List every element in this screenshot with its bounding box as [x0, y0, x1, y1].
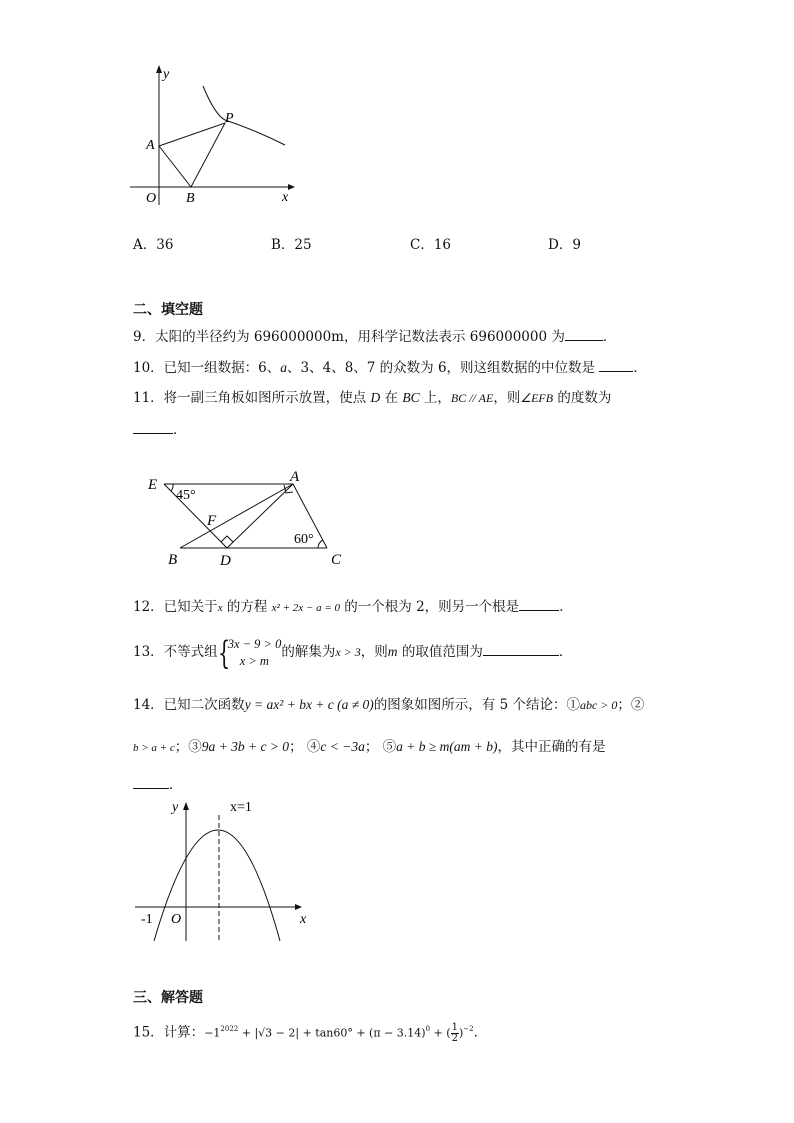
fig2-label-f: F — [207, 513, 217, 529]
section-3-heading: 三、解答题 — [133, 990, 203, 1006]
fig2-arc-e — [171, 484, 173, 491]
fig1-label-b: B — [186, 191, 195, 206]
fig1-label-a: A — [146, 138, 155, 153]
question-14-line-2: b > a + c；③9a + 3b + c > 0； ④c < −3a； ⑤a + b ≥ m(am + b)，其中正确的有是 — [133, 739, 606, 755]
fig1-hyperbola-curve — [203, 86, 285, 145]
fig1-label-y: y — [163, 67, 170, 82]
q14-answer-blank[interactable] — [133, 774, 169, 789]
fig1-y-arrow — [156, 65, 162, 73]
fig2-label-c: C — [331, 552, 342, 568]
question-11-answer-line: ． — [133, 419, 187, 440]
fig1-triangle-apb — [159, 123, 225, 187]
fig2-angle-60: 60° — [294, 532, 314, 547]
fig3-label-o: O — [171, 912, 182, 927]
q15-fraction-half: $\frac{1}{2}$ — [451, 1021, 458, 1044]
fig1-label-x: x — [282, 190, 289, 205]
question-12: 12．已知关于x 的方程 x² + 2x − a = 0 的一个根为 2，则另一个根是 ． — [133, 596, 573, 618]
fig3-label-x: x — [300, 912, 307, 927]
fig3-label-axis: x=1 — [230, 800, 252, 815]
fig3-label-y: y — [172, 800, 179, 815]
question-15: 15．计算：$-1^{2022} + |√3 - 2| + \tan 60^\circ + (\pi - 3.14)^0$ + ( $\frac{1}{2}$ )$^{-2}$． — [133, 1021, 488, 1044]
figure-2-set-squares — [140, 468, 355, 573]
question-10: 10．已知一组数据：6、a、3、4、8、7 的众数为 6，则这组数据的中位数是 ． — [133, 357, 647, 378]
q11-answer-blank[interactable] — [133, 419, 173, 434]
choice-b[interactable]: B．25 — [271, 237, 312, 253]
figure-3-parabola — [130, 793, 320, 943]
fig2-angle-45: 45° — [176, 488, 196, 503]
figure-1-coordinate-diagram — [125, 60, 305, 210]
fig3-y-arrow — [183, 802, 189, 810]
q13-answer-blank[interactable] — [483, 641, 559, 656]
q10-answer-blank[interactable] — [599, 357, 633, 372]
fig2-arc-c — [318, 540, 323, 548]
fig1-label-o: O — [146, 191, 157, 206]
fig2-right-angle-d — [221, 536, 233, 542]
fig2-label-a: A — [290, 469, 300, 485]
fig2-label-e: E — [148, 477, 158, 493]
question-9: 9．太阳的半径约为 696000000m，用科学记数法表示 696000000 为 ． — [133, 326, 616, 347]
fig3-label-neg1: -1 — [141, 912, 153, 927]
q9-answer-blank[interactable] — [565, 326, 603, 341]
question-11: 11．将一副三角板如图所示放置，使点 D 在 BC 上，BC // AE，则∠EFB 的度数为 — [133, 390, 612, 406]
fig2-label-b: B — [168, 552, 178, 568]
fig1-label-p: P — [225, 111, 234, 126]
q13-inequality-system: { 3x − 9 > 0 x > m — [217, 633, 282, 672]
choice-d[interactable]: D．9 — [548, 237, 581, 253]
fig1-x-arrow — [288, 184, 295, 190]
choice-c[interactable]: C．16 — [410, 237, 452, 253]
fig2-label-d: D — [220, 553, 231, 569]
question-14-answer-line: ． — [133, 774, 183, 795]
section-2-heading: 二、填空题 — [133, 302, 203, 318]
question-14-line-1: 14．已知二次函数y = ax² + bx + c (a ≠ 0)的图象如图所示，有 5 个结论：①abc > 0；② — [133, 697, 645, 713]
choice-a[interactable]: A．36 — [133, 237, 174, 253]
q12-answer-blank[interactable] — [519, 596, 559, 611]
question-13: 13．不等式组 { 3x − 9 > 0 x > m 的解集为x > 3，则m 的取值范围为 ． — [133, 633, 573, 672]
fig3-x-arrow — [295, 904, 302, 910]
